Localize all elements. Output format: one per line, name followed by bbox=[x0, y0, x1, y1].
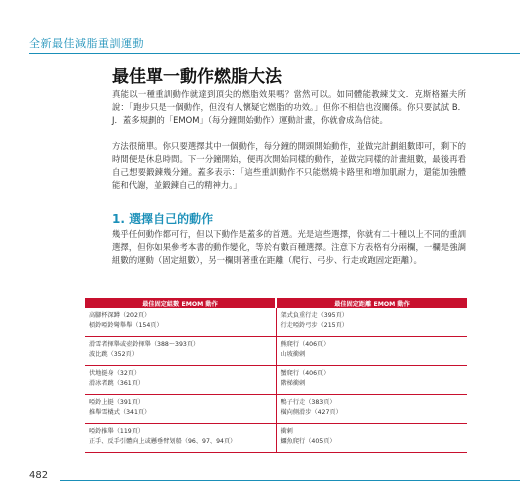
table-cell bbox=[276, 424, 467, 453]
table-row bbox=[85, 395, 467, 424]
table-cell bbox=[85, 424, 276, 453]
table-cell bbox=[276, 366, 467, 395]
table-cell bbox=[85, 395, 276, 424]
exercise-item: 行走啞鈴弓步（215頁） bbox=[280, 321, 348, 329]
table-row bbox=[85, 308, 467, 337]
exercise-item: 山坡衝刺 bbox=[280, 350, 306, 358]
exercise-item: 蟹爬行（406頁） bbox=[280, 370, 330, 377]
header-divider bbox=[29, 53, 520, 54]
table-cell bbox=[85, 337, 276, 366]
method-paragraph: 方法很簡單。你只要選擇其中一個動作，每分鐘的開頭開始動作，並做完計劃組數即可，剩下的時間便是休息時間。下一分鐘開始，便再次開始同樣的動作，並做完同樣的計畫組數，最後再看自己想要鍛鍊幾分鐘。蓋多表示：「這些重訓動作不只能燃燒卡路里和增加肌耐力，還能加強體能和代謝，並鍛鍊自己的精神力。」 bbox=[112, 141, 466, 190]
exercise-item: 階梯衝刺 bbox=[280, 379, 306, 387]
exercise-item: 伏地挺身（32頁） bbox=[89, 370, 141, 377]
table-row bbox=[85, 337, 467, 366]
column-header-fixed-reps: 最佳固定組數 EMOM 動作 bbox=[85, 298, 276, 308]
table-row bbox=[85, 424, 467, 453]
table-cell bbox=[276, 308, 467, 337]
exercise-item: 高腳杯深蹲（202頁） bbox=[89, 312, 151, 319]
exercise-item: 滑冰者跳（361頁） bbox=[89, 379, 145, 387]
running-head: 全新最佳減脂重訓運動 bbox=[29, 37, 144, 50]
exercise-item: 啞鈴推舉（119頁） bbox=[89, 428, 145, 435]
exercise-item: 衝刺 bbox=[280, 428, 293, 435]
emom-moves-table bbox=[85, 298, 467, 453]
table-cell bbox=[276, 395, 467, 424]
table-cell bbox=[276, 337, 467, 366]
exercise-item: 波比跳（352頁） bbox=[89, 350, 138, 358]
selection-paragraph: 幾乎任何動作都可行，但以下動作是蓋多的首選。光是這些選擇，你就有二十種以上不同的重訓選擇，但你如果參考本書的動作變化，等於有數百種選擇。注意下方表格有分兩欄，一欄是強調組數的運動（固定組數），另一欄則著重在距離（爬行、弓步、行走或跑固定距離）。 bbox=[112, 229, 466, 265]
table-header-row bbox=[85, 298, 467, 308]
exercise-item: 鴨子行走（383頁） bbox=[280, 399, 336, 406]
exercise-item: 推舉雪橇式（341頁） bbox=[89, 408, 151, 416]
section-heading: 1. 選擇自己的動作 bbox=[112, 212, 214, 226]
page-number: 482 bbox=[29, 470, 49, 481]
exercise-item: 正手、反手引體向上或懸垂臂划船（96、97、94頁） bbox=[89, 437, 237, 445]
table-cell bbox=[85, 308, 276, 337]
exercise-item: 啞鈴上挺（391頁） bbox=[89, 399, 145, 406]
exercise-item: 鱷魚爬行（405頁） bbox=[280, 437, 336, 445]
exercise-item: 滑雪者揮舉或壺鈴揮舉（388～393頁） bbox=[89, 341, 200, 348]
page-title: 最佳單一動作燃脂大法 bbox=[112, 67, 282, 87]
table-row bbox=[85, 366, 467, 395]
table-cell bbox=[85, 366, 276, 395]
intro-paragraph: 真能以一種重訓動作就達到頂尖的燃脂效果嗎？當然可以。如同體能教練艾文．克斯格羅夫所說：「跑步只是一個動作，但沒有人懷疑它燃脂的功效。」但你不相信也沒關係。你只要試試 B．J．蓋多規劃的「EMOM」（每分鐘開始動作）運動計畫，你就會成為信徒。 bbox=[112, 89, 466, 125]
exercise-item: 架式負重行走（395頁） bbox=[280, 312, 348, 319]
footer-divider bbox=[60, 480, 520, 481]
column-header-fixed-distance: 最佳固定距離 EMOM 動作 bbox=[276, 298, 467, 308]
exercise-item: 槓鈴啞鈴彎舉舉（154頁） bbox=[89, 321, 163, 329]
exercise-item: 熊爬行（406頁） bbox=[280, 341, 330, 348]
exercise-item: 橫向側滑步（427頁） bbox=[280, 408, 342, 416]
